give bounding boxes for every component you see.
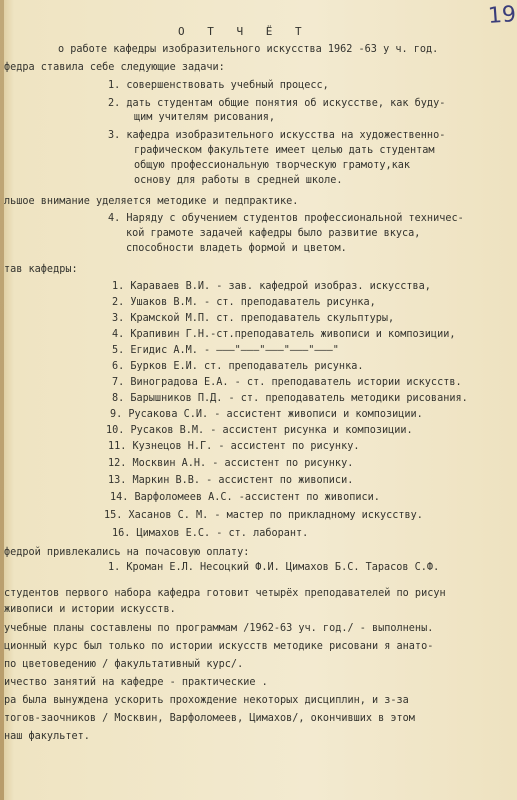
staff-list-item: 15. Хасанов С. М. - мастер по прикладному искусству. — [104, 510, 423, 521]
staff-list-item: 16. Цимахов Е.С. - ст. лаборант. — [112, 528, 309, 539]
report-title: О Т Ч Ё Т — [178, 25, 310, 38]
text-line: 3. кафедра изобразительного искусства на художественно- — [108, 130, 446, 141]
text-line: живописи и истории искусств. — [4, 604, 176, 615]
text-line: ичество занятий на кафедре - практические . — [4, 677, 268, 688]
staff-list-item: 2. Ушаков В.М. - ст. преподаватель рисунка, — [112, 297, 376, 308]
staff-list-item: 5. Егидис А.М. - ———"———"———"———"———" — [112, 345, 339, 356]
staff-list-item: 14. Варфоломеев А.С. -ассистент по живописи. — [110, 492, 380, 503]
text-line: наш факультет. — [4, 731, 90, 742]
text-line: федра ставила себе следующие задачи: — [4, 62, 225, 73]
staff-list-item: 11. Кузнецов Н.Г. - ассистент по рисунку. — [108, 441, 360, 452]
report-subtitle: о работе кафедры изобразительного искусства 1962 -63 у ч. год. — [58, 44, 439, 55]
text-line: учебные планы составлены по программам /1962-63 уч. год./ - выполнены. — [4, 623, 434, 634]
staff-list-item: 3. Крамской М.П. ст. преподаватель скульптуры, — [112, 313, 395, 324]
page-number: 19 — [487, 2, 517, 29]
text-line: общую профессиональную творческую грамоту,как — [134, 160, 411, 171]
text-line: льшое внимание уделяется методике и педпрактике. — [4, 196, 299, 207]
staff-list-item: 4. Крапивин Г.Н.-ст.преподаватель живописи и композиции, — [112, 329, 456, 340]
text-line: 2. дать студентам общие понятия об искусстве, как буду- — [108, 98, 446, 109]
text-line: кой грамоте задачей кафедры было развитие вкуса, — [126, 228, 421, 239]
text-line: 1. Кроман Е.Л. Несоцкий Ф.И. Цимахов Б.С. Тарасов С.Ф. — [108, 562, 440, 573]
staff-list-item: 13. Маркин В.В. - ассистент по живописи. — [108, 475, 354, 486]
staff-list-item: 8. Барышников П.Д. - ст. преподаватель методики рисования. — [112, 393, 468, 404]
text-line: федрой привлекались на почасовую оплату: — [4, 547, 250, 558]
text-line: основу для работы в средней школе. — [134, 175, 343, 186]
staff-list-item: 10. Русаков В.М. - ассистент рисунка и композиции. — [106, 425, 413, 436]
staff-list-item: 1. Караваев В.И. - зав. кафедрой изобраз. искусства, — [112, 281, 431, 292]
text-line: ционный курс был только по истории искусств методике рисовани я анато- — [4, 641, 434, 652]
text-line: щим учителям рисования, — [134, 112, 276, 123]
staff-list-item: 12. Москвин А.Н. - ассистент по рисунку. — [108, 458, 354, 469]
text-line: тогов-заочников / Москвин, Варфоломеев, Цимахов/, окончивших в этом — [4, 713, 415, 724]
text-line: студентов первого набора кафедра готовит четырёх преподавателей по рисун — [4, 588, 446, 599]
text-line: 1. совершенствовать учебный процесс, — [108, 80, 329, 91]
text-line: способности владеть формой и цветом. — [126, 243, 347, 254]
staff-list-item: 9. Русакова С.И. - ассистент живописи и композиции. — [110, 409, 423, 420]
text-line: 4. Наряду с обучением студентов профессиональной техничес- — [108, 213, 464, 224]
text-line: тав кафедры: — [4, 264, 78, 275]
text-line: графическом факультете имеет целью дать студентам — [134, 145, 435, 156]
staff-list-item: 7. Виноградова Е.А. - ст. преподаватель истории искусств. — [112, 377, 462, 388]
text-line: по цветоведению / факультативный курс/. — [4, 659, 244, 670]
staff-list-item: 6. Бурков Е.И. ст. преподаватель рисунка. — [112, 361, 364, 372]
text-line: ра была вынуждена ускорить прохождение некоторых дисциплин, и з-за — [4, 695, 409, 706]
